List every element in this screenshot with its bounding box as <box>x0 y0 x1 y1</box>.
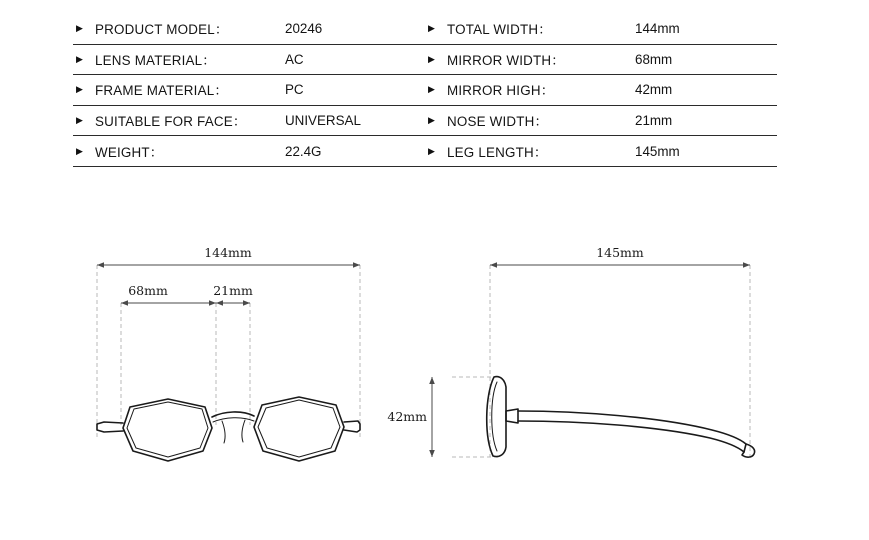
table-row <box>73 106 425 137</box>
bullet-arrow-icon: ▶ <box>428 53 435 64</box>
dim-label-nose-width: 21mm <box>213 283 253 298</box>
spec-label: WEIGHT： <box>95 144 164 160</box>
dim-total-width <box>97 245 360 268</box>
table-row <box>73 136 425 167</box>
table-row <box>425 75 777 106</box>
spec-value: 68mm <box>635 51 673 67</box>
dim-label-mirror-high: 42mm <box>387 409 427 424</box>
spec-label: LENS MATERIAL： <box>95 52 216 68</box>
dim-mirror-width <box>121 283 216 306</box>
glasses-front-illustration <box>97 397 360 461</box>
spec-column-left <box>73 14 425 167</box>
spec-label: TOTAL WIDTH： <box>447 22 552 38</box>
spec-label: SUITABLE FOR FACE： <box>95 114 247 130</box>
spec-label: MIRROR HIGH： <box>447 83 555 99</box>
dim-label-mirror-width: 68mm <box>128 283 168 298</box>
bullet-arrow-icon: ▶ <box>76 145 83 156</box>
spec-label: FRAME MATERIAL： <box>95 83 228 99</box>
dim-nose-width <box>213 283 253 306</box>
spec-value: UNIVERSAL <box>285 113 361 129</box>
technical-drawings <box>0 225 869 515</box>
spec-label: MIRROR WIDTH： <box>447 52 565 68</box>
spec-value: AC <box>285 51 304 67</box>
dim-leg-length <box>490 245 750 268</box>
bullet-arrow-icon: ▶ <box>76 84 83 95</box>
table-row <box>73 45 425 76</box>
table-row <box>425 136 777 167</box>
spec-value: 20246 <box>285 21 323 37</box>
front-view-group <box>97 245 360 461</box>
spec-value: 42mm <box>635 82 673 98</box>
spec-label: PRODUCT MODEL： <box>95 22 229 38</box>
table-row <box>425 106 777 137</box>
spec-value: 22.4G <box>285 143 322 159</box>
specification-table <box>73 14 778 167</box>
bullet-arrow-icon: ▶ <box>76 53 83 64</box>
table-row <box>73 75 425 106</box>
spec-value: PC <box>285 82 304 98</box>
bullet-arrow-icon: ▶ <box>428 84 435 95</box>
table-row <box>425 14 777 45</box>
dimension-drawing-svg <box>0 225 869 515</box>
bullet-arrow-icon: ▶ <box>76 115 83 126</box>
table-row <box>73 14 425 45</box>
spec-label: NOSE WIDTH： <box>447 114 549 130</box>
bullet-arrow-icon: ▶ <box>428 115 435 126</box>
table-row <box>425 45 777 76</box>
bullet-arrow-icon: ▶ <box>76 23 83 34</box>
side-view-group <box>387 245 754 457</box>
spec-label: LEG LENGTH： <box>447 144 548 160</box>
dim-label-total-width: 144mm <box>204 245 252 260</box>
spec-value: 144mm <box>635 21 680 37</box>
dim-mirror-high <box>387 377 434 457</box>
bullet-arrow-icon: ▶ <box>428 23 435 34</box>
spec-column-right <box>425 14 777 167</box>
spec-value: 21mm <box>635 113 673 129</box>
bullet-arrow-icon: ▶ <box>428 145 435 156</box>
spec-value: 145mm <box>635 143 680 159</box>
dim-label-leg-length: 145mm <box>596 245 644 260</box>
glasses-side-illustration <box>487 377 755 458</box>
